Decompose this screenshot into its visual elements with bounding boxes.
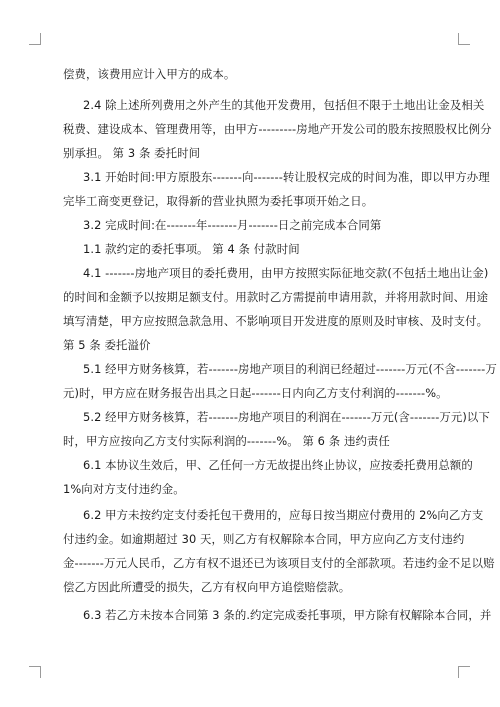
text-line: 偿费，该费用应计入甲方的成本。	[63, 67, 236, 81]
text-line: 3.1 开始时间:甲方原股东-------向-------转让股权完成的时间为准，即以甲方办理	[83, 170, 490, 184]
text-line: 偿乙方因此所遭受的损失，乙方有权向甲方追偿赔偿款。	[63, 580, 351, 594]
text-line: 6.3 若乙方未按本合同第 3 条的.约定完成委托事项，甲方除有权解除本合同，并	[83, 608, 492, 622]
text-line: 金-------万元人民币，乙方有权不退还已为该项目支付的全部款项。若违约金不足以赔	[63, 556, 495, 570]
section-heading: 第 5 条 委托溢价	[63, 338, 151, 352]
text-line: 1.1 款约定的委托事项。 第 4 条 付款时间	[83, 242, 300, 256]
text-line: 3.2 完成时间:在-------年-------月-------日之前完成本合同第	[83, 218, 382, 232]
text-line: 税费、建设成本、管理费用等，由甲方---------房地产开发公司的股东按照股权比例分	[63, 122, 492, 136]
text-line: 6.2 甲方未按约定支付委托包干费用的，应每日按当期应付费用的 2%向乙方支	[83, 508, 484, 522]
text-line: 元)时，甲方应在财务报告出具之日起-------日内向乙方支付利润的-------%。	[63, 386, 448, 400]
text-line: 4.1 -------房地产项目的委托费用，由甲方按照实际征地交款(不包括土地出让金)	[83, 266, 489, 280]
text-line: 时，甲方应按向乙方支付实际利润的-------%。 第 6 条 违约责任	[63, 434, 390, 448]
crop-mark-bottom-left	[29, 666, 41, 678]
text-line: 6.1 本协议生效后，甲、乙任何一方无故提出终止协议，应按委托费用总额的	[83, 458, 473, 472]
text-line: 5.1 经甲方财务核算，若-------房地产项目的利润已经超过-------万元(不含-------万	[83, 362, 497, 376]
text-line: 填写清楚，甲方应按照急款急用、不影响项目开发进度的原则及时审核、及时支付。	[63, 314, 489, 328]
text-line: 2.4 除上述所列费用之外产生的其他开发费用，包括但不限于土地出让金及相关	[83, 98, 485, 112]
text-line: 的时间和金额予以按期足额支付。用款时乙方需提前申请用款，并将用款时间、用途	[63, 290, 489, 304]
text-line: 别承担。 第 3 条 委托时间	[63, 146, 201, 160]
crop-mark-top-left	[29, 33, 41, 45]
text-line: 1%向对方支付违约金。	[63, 482, 185, 496]
text-line: 完毕工商变更登记，取得新的营业执照为委托事项开始之日。	[63, 194, 374, 208]
crop-mark-top-right	[458, 33, 470, 45]
text-line: 5.2 经甲方财务核算，若-------房地产项目的利润在-------万元(含-------万元)以下	[83, 410, 490, 424]
crop-mark-bottom-right	[458, 666, 470, 678]
text-line: 付违约金。如逾期超过 30 天，则乙方有权解除本合同，甲方应向乙方支付违约	[63, 532, 465, 546]
